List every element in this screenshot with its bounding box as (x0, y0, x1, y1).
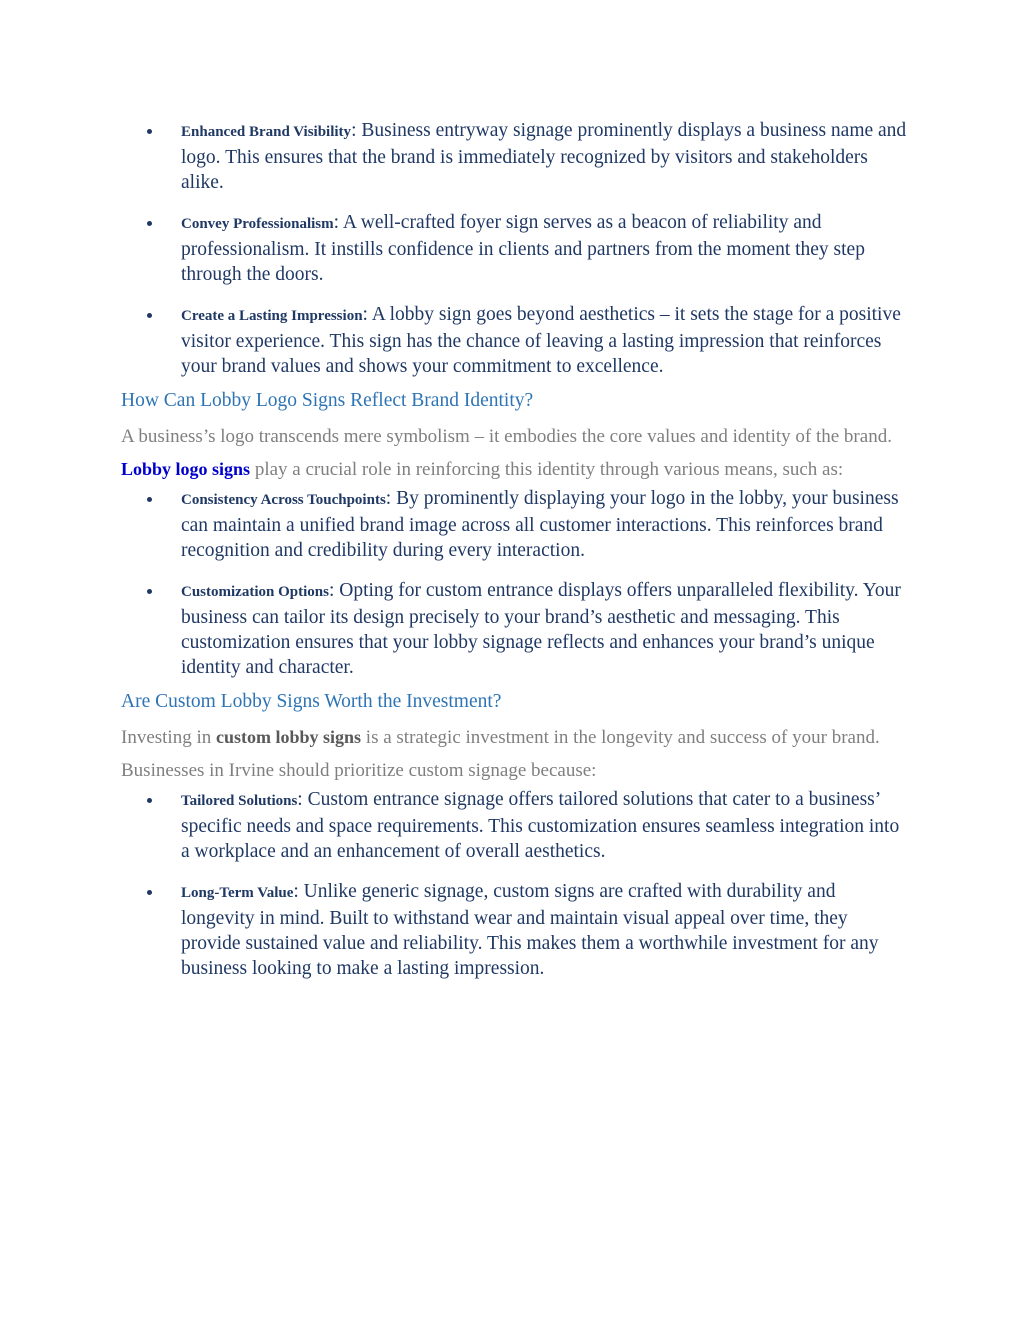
list-item (121, 879, 911, 981)
list-item (121, 210, 911, 287)
paragraph-text: Investing in (121, 727, 216, 748)
item-term: Convey Professionalism (181, 216, 334, 232)
paragraph-text: play a crucial role in reinforcing this identity through various means, such as: (250, 459, 844, 480)
identity-list (121, 486, 911, 680)
item-text: : A well-crafted foyer sign serves as a beacon of reliability and professionalism. It instills confidence in clients and partners from the moment they step through the doors. (181, 212, 865, 285)
list-item (121, 578, 911, 680)
list-item (121, 302, 911, 379)
section-paragraph (121, 721, 911, 787)
item-term: Long-Term Value (181, 885, 294, 901)
item-term: Enhanced Brand Visibility (181, 124, 352, 140)
bullet-icon (147, 890, 152, 895)
item-text: : Custom entrance signage offers tailored solutions that cater to a business’ specific needs and space requirements. This customization ensures seamless integration into a workplace and an enhancement of overall aesthetics. (181, 789, 900, 862)
section-heading: How Can Lobby Logo Signs Reflect Brand Identity? (121, 390, 534, 411)
custom-lobby-signs-text: custom lobby signs (216, 727, 362, 747)
section-heading: Are Custom Lobby Signs Worth the Investment? (121, 691, 502, 712)
list-item (121, 787, 911, 864)
bullet-icon (147, 221, 152, 226)
item-text: : Opting for custom entrance displays offers unparalleled flexibility. Your business can tailor its design precisely to your brand’s aesthetic and messaging. This customization ensures that your lobby signage reflects and enhances your brand’s unique identity and character. (181, 580, 901, 678)
item-term: Tailored Solutions (181, 793, 298, 809)
item-term: Customization Options (181, 584, 329, 600)
item-text: : Unlike generic signage, custom signs are crafted with durability and longevity in mind. Built to withstand wear and maintain visual appeal over time, they provide sustained value and reliability. This makes them a worthwhile investment for any business looking to make a lasting impression. (181, 881, 879, 979)
item-text: : Business entryway signage prominently displays a business name and logo. This ensures that the brand is immediately recognized by visitors and stakeholders alike. (181, 120, 907, 193)
list-item (121, 486, 911, 563)
item-term: Consistency Across Touchpoints (181, 492, 386, 508)
benefits-list (121, 118, 911, 379)
item-text: : By prominently displaying your logo in the lobby, your business can maintain a unified brand image across all customer interactions. This reinforces brand recognition and credibility during every interaction. (181, 488, 899, 561)
list-item (121, 118, 911, 195)
document-page (121, 118, 911, 996)
item-text: : A lobby sign goes beyond aesthetics – it sets the stage for a positive visitor experience. This sign has the chance of leaving a lasting impression that reinforces your brand values and shows your commitment to excellence. (181, 304, 901, 377)
paragraph-text: A business’s logo transcends mere symbolism – it embodies the core values and identity of the brand. (121, 426, 892, 447)
bullet-icon (147, 129, 152, 134)
investment-list (121, 787, 911, 981)
bullet-icon (147, 497, 152, 502)
paragraph-text: is a strategic investment in the longevity and success of your brand. Businesses in Irvine should prioritize custom signage because: (121, 727, 880, 781)
lobby-logo-signs-link[interactable]: Lobby logo signs (121, 459, 251, 479)
bullet-icon (147, 798, 152, 803)
section-paragraph (121, 420, 911, 486)
bullet-icon (147, 313, 152, 318)
item-term: Create a Lasting Impression (181, 308, 363, 324)
bullet-icon (147, 589, 152, 594)
